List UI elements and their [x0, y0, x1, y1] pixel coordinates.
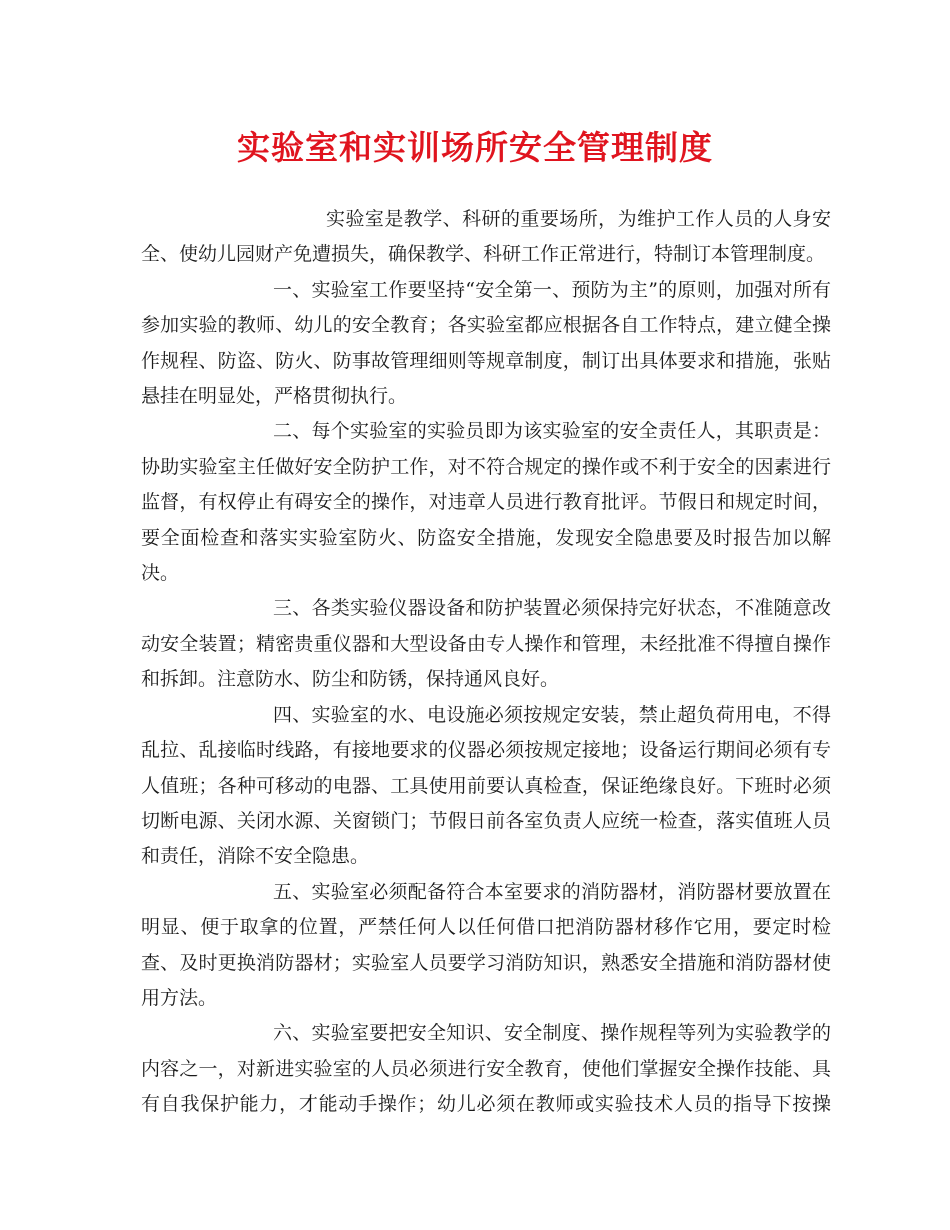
rule-paragraph-6: 六、实验室要把安全知识、安全制度、操作规程等列为实验教学的内容之一，对新进实验室的人员必须进行安全教育，使他们掌握安全操作技能、具有自我保护能力，才能动手操作；幼儿必须在教师或实验技术人员的指导下按操 — [141, 1022, 831, 1116]
rule-paragraph-5: 五、实验室必须配备符合本室要求的消防器材，消防器材要放置在明显、便于取拿的位置，严禁任何人以任何借口把消防器材移作它用，要定时检查、及时更换消防器材；实验室人员要学习消防知识，熟悉安全措施和消防器材使用方法。 — [141, 880, 831, 1009]
rule-paragraph-3: 三、各类实验仪器设备和防护装置必须保持完好状态，不准随意改动安全装置；精密贵重仪器和大型设备由专人操作和管理，未经批准不得擅自操作和拆卸。注意防水、防尘和防锈，保持通风良好。 — [141, 597, 831, 691]
rule-paragraph-1: 一、实验室工作要坚持“安全第一、预防为主”的原则，加强对所有参加实验的教师、幼儿的安全教育；各实验室都应根据各自工作特点，建立健全操作规程、防盗、防火、防事故管理细则等规章制度，制订出具体要求和措施，张贴悬挂在明显处，严格贯彻执行。 — [141, 278, 831, 408]
document-body — [141, 202, 831, 1123]
rule-paragraph-4: 四、实验室的水、电设施必须按规定安装，禁止超负荷用电，不得乱拉、乱接临时线路，有接地要求的仪器必须按规定接地；设备运行期间必须有专人值班；各种可移动的电器、工具使用前要认真检查，保证绝缘良好。下班时必须切断电源、关闭水源、关窗锁门；节假日前各室负责人应统一检查，落实值班人员和责任，消除不安全隐患。 — [141, 703, 831, 868]
rule-paragraph-2: 二、每个实验室的实验员即为该实验室的安全责任人，其职责是：协助实验室主任做好安全防护工作，对不符合规定的操作或不利于安全的因素进行监督，有权停止有碍安全的操作，对违章人员进行教育批评。节假日和规定时间，要全面检查和落实实验室防火、防盗安全措施，发现安全隐患要及时报告加以解决。 — [141, 420, 831, 585]
document-title: 实验室和实训场所安全管理制度 — [237, 128, 713, 167]
intro-paragraph: 实验室是教学、科研的重要场所，为维护工作人员的人身安全、使幼儿园财产免遭损失，确保教学、科研工作正常进行，特制订本管理制度。 — [141, 208, 831, 266]
